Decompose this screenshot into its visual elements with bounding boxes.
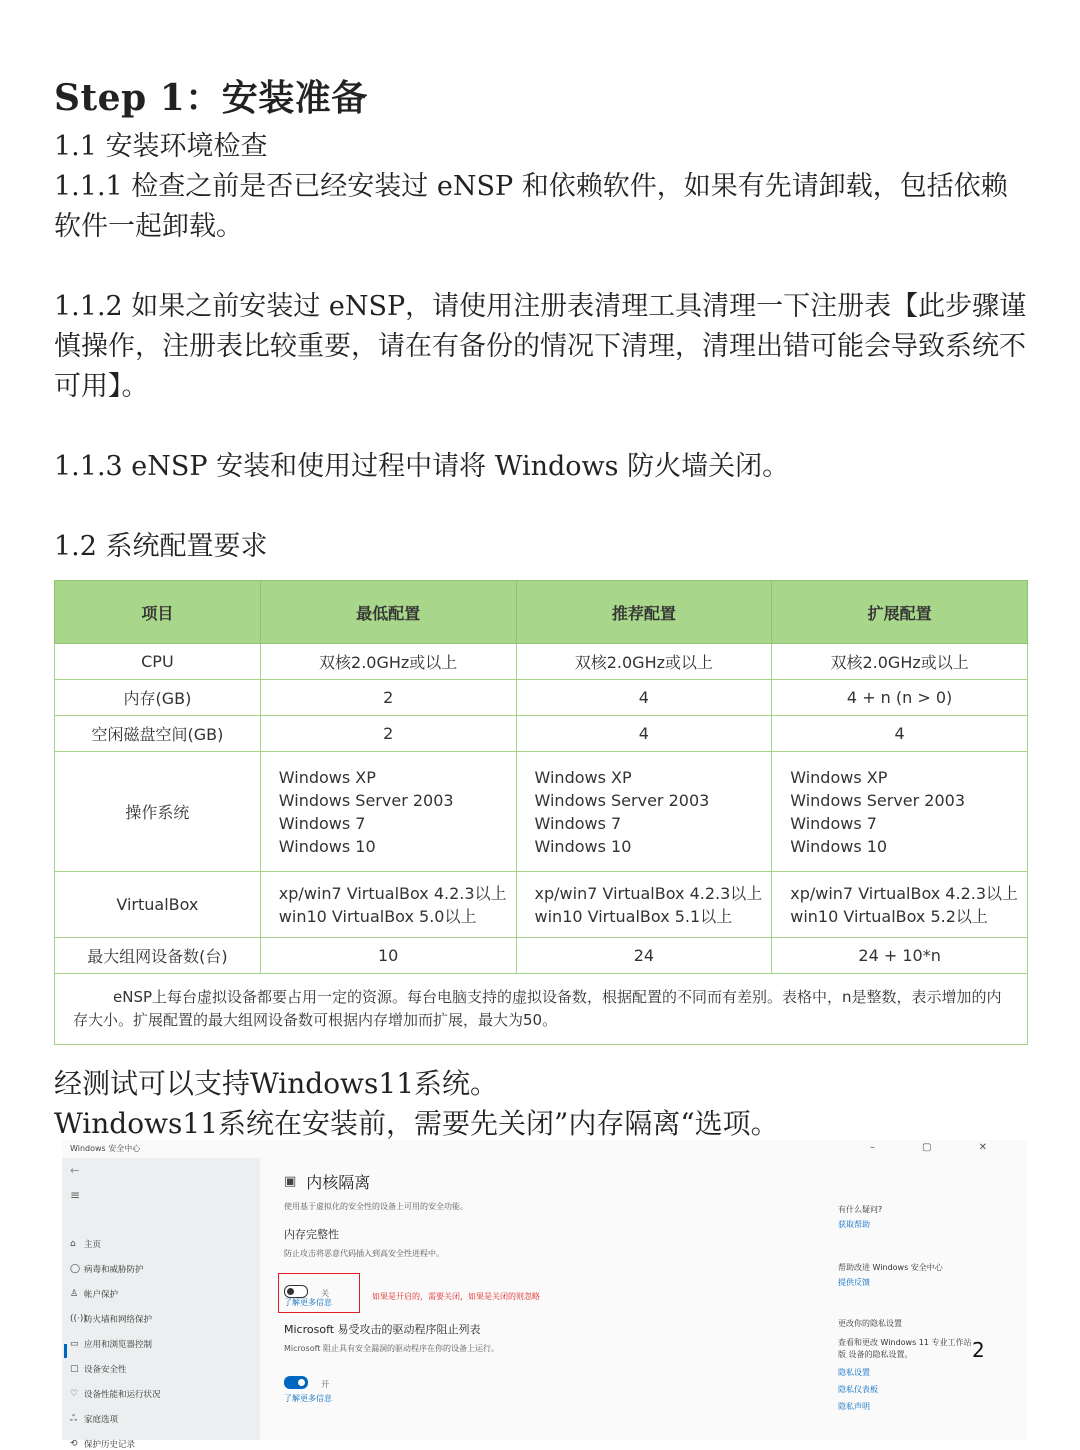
sidebar-item-label: 家庭选项 (84, 1415, 119, 1425)
table-cell: 4 + n (n > 0) (772, 680, 1028, 716)
table-cell: 内存(GB) (55, 680, 261, 716)
privacy-dashboard-link[interactable]: 隐私仪表板 (838, 1385, 878, 1394)
table-cell-os (772, 752, 1028, 872)
main-panel (284, 1170, 844, 1404)
sidebar-item[interactable] (70, 1338, 152, 1350)
section-1-1-2: 1.1.2 如果之前安装过 eNSP，请使用注册表清理工具清理一下注册表【此步骤谨慎操作，注册表比较重要，请在有备份的情况下清理，清理出错可能会导致系统不可用】。 (54, 291, 1027, 402)
vbox-line: xp/win7 VirtualBox 4.2.3以上 (534, 883, 763, 903)
table-cell: 双核2.0GHz或以上 (260, 644, 516, 680)
table-row (55, 644, 1028, 680)
vbox-line: win10 VirtualBox 5.1以上 (534, 906, 733, 926)
table-cell: 最大组网设备数(台) (55, 938, 261, 974)
vbox-line: win10 VirtualBox 5.2以上 (790, 906, 988, 926)
table-cell: 双核2.0GHz或以上 (772, 644, 1028, 680)
memory-integrity-desc: 防止攻击将恶意代码插入到高安全性进程中。 (284, 1249, 444, 1258)
table-row (55, 680, 1028, 716)
table-note-row (55, 974, 1028, 1045)
driver-blocklist-toggle[interactable] (284, 1376, 308, 1389)
active-indicator (64, 1344, 67, 1358)
sidebar-item-label: 应用和浏览器控制 (84, 1340, 153, 1350)
annotation-text: 如果是开启的，需要关闭，如果是关闭的则忽略 (372, 1292, 540, 1301)
os-line: Windows 10 (278, 836, 376, 856)
table-cell-vbox (772, 872, 1028, 938)
sidebar-item-label: 防火墙和网络保护 (84, 1315, 153, 1325)
sidebar-item-label: 主页 (84, 1240, 102, 1250)
wifi-icon: ((·)) (70, 1314, 87, 1324)
config-table (54, 580, 1028, 1045)
note-text: eNSP上每台虚拟设备都要占用一定的资源。每台电脑支持的虚拟设备数，根据配置的不同而有差别。表格中，n是整数，表示增加的内存大小。扩展配置的最大组网设备数可根据内存增加而扩展，最大为50。 (73, 988, 1002, 1029)
table-cell: 24 (516, 938, 772, 974)
sidebar-item[interactable] (70, 1438, 135, 1450)
help-panel (838, 1204, 988, 1412)
help-question: 有什么疑问? (838, 1205, 883, 1214)
driver-blocklist-title: Microsoft 易受攻击的驱动程序阻止列表 (284, 1323, 481, 1336)
sidebar-item-label: 帐户保护 (84, 1290, 119, 1300)
get-help-link[interactable]: 获取帮助 (838, 1220, 870, 1229)
table-row (55, 716, 1028, 752)
home-icon: ⌂ (70, 1239, 76, 1249)
table-cell-os (516, 752, 772, 872)
table-header: 项目 (55, 581, 261, 644)
sidebar-item-label: 病毒和威胁防护 (84, 1265, 144, 1275)
heading: Step 1：安装准备 (54, 77, 368, 119)
table-cell: 空闲磁盘空间(GB) (55, 716, 261, 752)
chip-icon: ▣ (284, 1174, 297, 1189)
document-body (54, 60, 1029, 567)
security-center-screenshot (62, 1140, 1027, 1450)
table-cell: 双核2.0GHz或以上 (516, 644, 772, 680)
table-header: 最低配置 (260, 581, 516, 644)
win11-line-2: Windows11系统在安装前，需要先关闭”内存隔离“选项。 (54, 1107, 779, 1140)
os-line: Windows Server 2003 (534, 790, 710, 810)
toggle-on-label: 开 (321, 1380, 330, 1389)
table-header-row (55, 581, 1028, 644)
table-cell: 24 + 10*n (772, 938, 1028, 974)
vbox-line: win10 VirtualBox 5.0以上 (278, 906, 477, 926)
driver-blocklist-desc: Microsoft 阻止具有安全漏洞的驱动程序在你的设备上运行。 (284, 1344, 499, 1353)
sidebar-item-label: 设备性能和运行状况 (84, 1390, 161, 1400)
sidebar-item-label: 设备安全性 (84, 1365, 127, 1375)
sidebar-item[interactable] (70, 1363, 127, 1375)
table-row (55, 938, 1028, 974)
win11-line-1: 经测试可以支持Windows11系统。 (54, 1067, 499, 1100)
app-icon: ▭ (70, 1339, 79, 1349)
table-row (55, 872, 1028, 938)
heart-icon: ♡ (70, 1389, 79, 1399)
section-1-2: 1.2 系统配置要求 (54, 531, 268, 562)
back-arrow-icon[interactable]: ← (70, 1164, 80, 1177)
window-controls[interactable]: – ▢ ✕ (869, 1142, 1009, 1153)
driver-toggle-row (284, 1372, 844, 1391)
feedback-link[interactable]: 提供反馈 (838, 1278, 870, 1287)
sidebar-item[interactable] (70, 1263, 144, 1275)
person-icon: ♙ (70, 1289, 79, 1299)
family-icon: ஃ (70, 1413, 78, 1424)
menu-icon[interactable]: ≡ (70, 1188, 81, 1202)
page-desc: 使用基于虚拟化的安全性的设备上可用的安全功能。 (284, 1202, 468, 1211)
section-1-1-1: 1.1.1 检查之前是否已经安装过 eNSP 和依赖软件，如果有先请卸载，包括依赖软件一起卸载。 (54, 171, 1008, 242)
table-cell: VirtualBox (55, 872, 261, 938)
table-cell-vbox (260, 872, 516, 938)
os-line: Windows Server 2003 (278, 790, 454, 810)
table-cell: 4 (516, 716, 772, 752)
table-note (55, 974, 1028, 1045)
page-title-text: 内核隔离 (306, 1173, 371, 1192)
section-1-1: 1.1 安装环境检查 (54, 131, 268, 162)
section-1-1-3: 1.1.3 eNSP 安装和使用过程中请将 Windows 防火墙关闭。 (54, 451, 790, 482)
table-cell: CPU (55, 644, 261, 680)
os-line: Windows XP (790, 767, 888, 787)
sidebar-item-label: 保护历史记录 (84, 1440, 136, 1450)
os-line: Windows XP (534, 767, 632, 787)
privacy-statement-link[interactable]: 隐私声明 (838, 1402, 870, 1411)
page-title (284, 1170, 844, 1193)
learn-more-link[interactable]: 了解更多信息 (284, 1298, 332, 1307)
os-line: Windows 10 (790, 836, 888, 856)
sidebar (62, 1158, 260, 1450)
sidebar-item[interactable] (70, 1413, 118, 1425)
page-number: 2 (972, 1338, 985, 1362)
learn-more-link-2[interactable]: 了解更多信息 (284, 1394, 332, 1403)
sidebar-item[interactable] (70, 1313, 152, 1325)
os-line: Windows 7 (534, 813, 622, 833)
device-icon: ▢ (70, 1364, 79, 1374)
table-cell: 4 (772, 716, 1028, 752)
toggle-off-label: 关 (321, 1289, 330, 1298)
privacy-desc: 查看和更改 Windows 11 专业工作站版 设备的隐私设置。 (838, 1338, 972, 1359)
memory-integrity-title: 内存完整性 (284, 1228, 339, 1241)
os-line: Windows XP (278, 767, 376, 787)
memory-toggle-row (284, 1281, 844, 1311)
os-line: Windows 7 (278, 813, 366, 833)
window-title: Windows 安全中心 (70, 1144, 141, 1153)
table-cell-vbox (516, 872, 772, 938)
windows11-note (54, 1064, 779, 1144)
privacy-title: 更改你的隐私设置 (838, 1319, 902, 1328)
vbox-line: xp/win7 VirtualBox 4.2.3以上 (790, 883, 1019, 903)
shield-icon: ◯ (70, 1264, 81, 1274)
table-cell: 2 (260, 716, 516, 752)
history-icon: ⟲ (70, 1439, 78, 1449)
table-cell: 10 (260, 938, 516, 974)
improve-label: 帮助改进 Windows 安全中心 (838, 1263, 943, 1272)
os-line: Windows 10 (534, 836, 632, 856)
table-cell: 2 (260, 680, 516, 716)
table-header: 扩展配置 (772, 581, 1028, 644)
sidebar-item[interactable] (70, 1388, 161, 1400)
privacy-settings-link[interactable]: 隐私设置 (838, 1368, 870, 1377)
table-cell: 4 (516, 680, 772, 716)
table-cell-os (260, 752, 516, 872)
table-cell: 操作系统 (55, 752, 261, 872)
table-row (55, 752, 1028, 872)
os-line: Windows 7 (790, 813, 877, 833)
sidebar-item[interactable] (70, 1288, 118, 1300)
sidebar-item[interactable] (70, 1238, 101, 1250)
vbox-line: xp/win7 VirtualBox 4.2.3以上 (278, 883, 507, 903)
table-header: 推荐配置 (516, 581, 772, 644)
os-line: Windows Server 2003 (790, 790, 966, 810)
